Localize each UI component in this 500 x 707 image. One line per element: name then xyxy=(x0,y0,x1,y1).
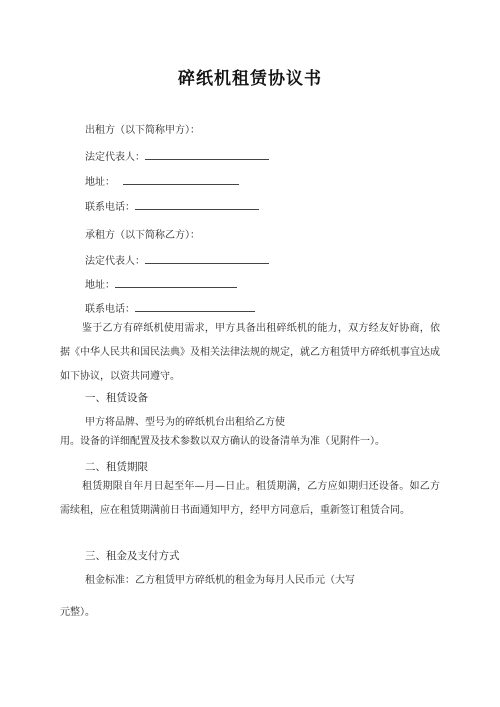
lessor-address-blank xyxy=(123,174,239,185)
section2-heading: 二、租赁期限 xyxy=(85,461,148,473)
lessor-rep-line xyxy=(85,149,269,165)
section1-heading: 一、租赁设备 xyxy=(85,392,148,404)
lessee-rep-label: 法定代表人： xyxy=(85,256,145,267)
lessee-heading xyxy=(85,229,200,243)
lessee-rep-line xyxy=(85,253,269,269)
lessor-heading-text: 出租方（以下简称甲方）： xyxy=(85,125,200,136)
lessee-address-label: 地址： xyxy=(85,280,115,291)
lessor-rep-blank xyxy=(145,149,269,160)
section1-line2: 用。设备的详细配置及技术参数以双方确认的设备清单为准（见附件一）。 xyxy=(60,436,385,447)
lessor-address-label: 地址： xyxy=(85,177,115,188)
lessor-phone-label: 联系电话： xyxy=(85,202,135,213)
document-title: 碎纸机租赁协议书 xyxy=(178,69,322,89)
lessee-phone-label: 联系电话： xyxy=(85,304,135,315)
lessee-address-blank xyxy=(115,277,237,288)
lessee-rep-blank xyxy=(145,253,269,264)
lessee-heading-text: 承租方（以下简称乙方）： xyxy=(85,230,200,241)
lessor-rep-label: 法定代表人： xyxy=(85,152,145,163)
lessee-address-line xyxy=(85,277,237,293)
section3-line1: 租金标准：乙方租赁甲方碎纸机的租金为每月人民币元（大写 xyxy=(85,575,355,586)
lessor-phone-blank xyxy=(135,199,259,210)
section2-paragraph: 租赁期限自年月日起至年—月—日止。租赁期满，乙方应如期归还设备。如乙方需续租，应在租赁期满前日书面通知甲方，经甲方同意后，重新签订租赁合同。 xyxy=(60,481,440,516)
section3-heading: 三、租金及支付方式 xyxy=(85,550,180,562)
section3-line2: 元整）。 xyxy=(60,607,95,618)
section1-line1: 甲方将品牌、型号为的碎纸机台出租给乙方使 xyxy=(85,417,285,428)
lessee-phone-line xyxy=(85,301,255,317)
preamble-paragraph: 鉴于乙方有碎纸机使用需求，甲方具备出租碎纸机的能力，双方经友好协商，依据《中华人民共和国民法典》及相关法律法规的规定，就乙方租赁甲方碎纸机事宜达成如下协议，以资共同遵守。 xyxy=(60,323,440,382)
lessor-address-line xyxy=(85,174,239,190)
lessee-phone-blank xyxy=(135,301,255,312)
lessor-heading xyxy=(85,124,200,138)
lessor-phone-line xyxy=(85,199,259,215)
